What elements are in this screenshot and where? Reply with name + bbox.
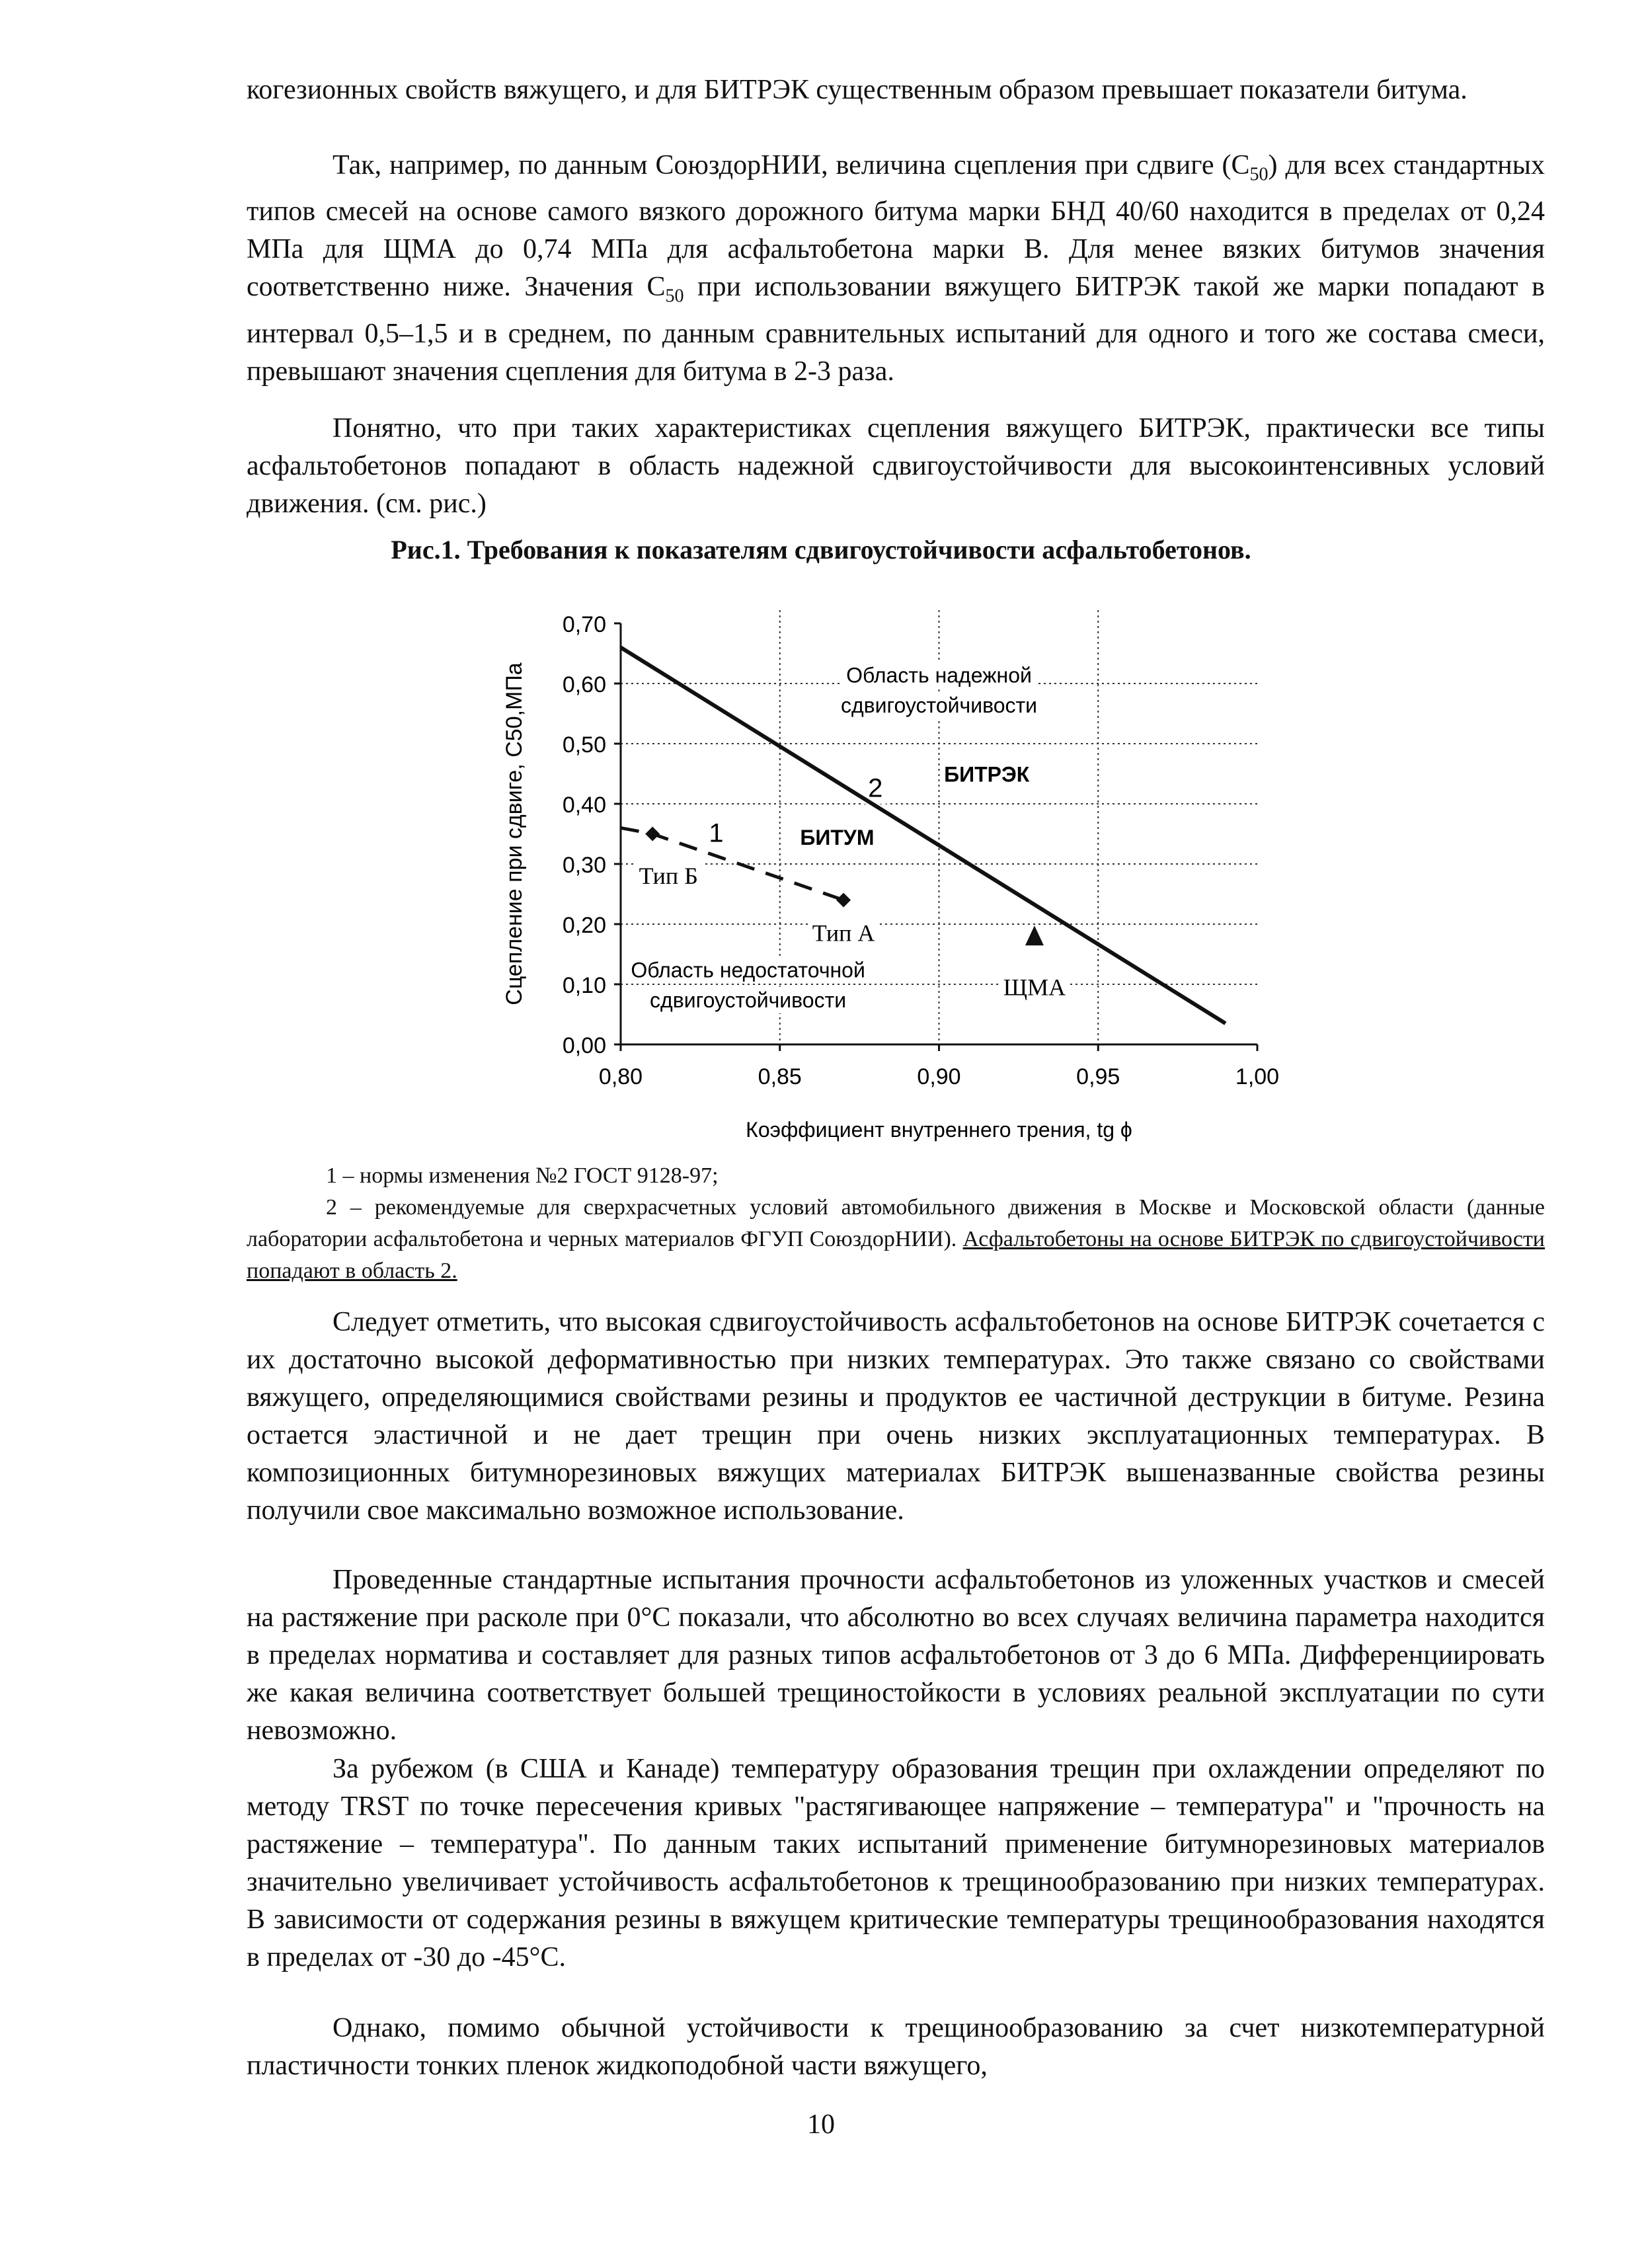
paragraph-3: Понятно, что при таких характеристиках сцепления вяжущего БИТРЭК, практически все типы асфальтобетонов попадают в область надежной сдвигоустойчивости для высокоинтенсивных условий движения. (см. рис.) bbox=[247, 413, 1545, 519]
chart-annotation: Тип А bbox=[812, 919, 875, 947]
note-1: 1 – нормы изменения №2 ГОСТ 9128-97; bbox=[326, 1163, 719, 1188]
chart-annotation: 2 bbox=[868, 773, 883, 803]
chart-annotation: Область недостаточной bbox=[631, 958, 865, 982]
triangle-marker-ЩМА bbox=[1025, 925, 1044, 945]
text: ) для всех стандартных типов смесей на основе самого вязкого дорожного битума марки БНД 40/60 находится в пределах от 0,24 МПа для ЩМА до 0,74 МПа для асфальтобетона марки В. Для менее вязких битумов значения соответственно ниже. Значения C bbox=[247, 150, 1545, 303]
subscript: 50 bbox=[1249, 164, 1269, 185]
y-tick-label: 0,50 bbox=[562, 732, 606, 758]
chart-annotation: БИТРЭК bbox=[944, 762, 1030, 787]
text: Так, например, по данным СоюздорНИИ, величина сцепления при сдвиге (C bbox=[332, 150, 1250, 180]
x-axis-label: Коэффициент внутреннего трения, tg ϕ bbox=[746, 1118, 1132, 1142]
figure-caption: Рис.1. Требования к показателям сдвигоустойчивости асфальтобетонов. bbox=[391, 535, 1251, 565]
page-number: 10 bbox=[807, 2109, 835, 2140]
y-tick-label: 0,40 bbox=[562, 793, 606, 818]
y-tick-label: 0,70 bbox=[562, 612, 606, 637]
y-tick-label: 0,20 bbox=[562, 913, 606, 938]
x-tick-label: 0,95 bbox=[1076, 1064, 1120, 1089]
paragraph-6: За рубежом (в США и Канаде) температуру образования трещин при охлаждении определяют по методу TRST по точке пересечения кривых "растягивающее напряжение – температура" и "прочность на растяжение – температура". По данным таких испытаний применение битумнорезиновых материалов значительно увеличивает устойчивость асфальтобетонов к трещинообразованию при низких температурах. В зависимости от содержания резины в вяжущем критические температуры трещинообразования находятся в пределах от -30 до -45°С. bbox=[247, 1754, 1545, 1973]
chart-annotation: сдвигоустойчивости bbox=[840, 693, 1038, 717]
chart-annotation: БИТУМ bbox=[800, 826, 875, 850]
paragraph-7: Однако, помимо обычной устойчивости к трещинообразованию за счет низкотемпературной пластичности тонких пленок жидкоподобной части вяжущего, bbox=[247, 2013, 1545, 2081]
figure-notes bbox=[247, 1160, 1545, 1287]
paragraph-5: Проведенные стандартные испытания прочности асфальтобетонов из уложенных участков и смесей на растяжение при расколе при 0°С показали, что абсолютно во всех случаях величина параметра находится в пределах норматива и составляет для разных типов асфальтобетонов от 3 до 6 МПа. Дифференциировать же какая величина соответствует большей трещиностойкости в условиях реальной эксплуатации по сути невозможно. bbox=[247, 1565, 1545, 1746]
note-2 bbox=[247, 1192, 1545, 1287]
subscript: 50 bbox=[665, 286, 684, 307]
underlined-text: Асфальтобетоны на основе БИТРЭК по сдвигоустойчивости попадают в область 2. bbox=[247, 1227, 1545, 1283]
x-tick-label: 1,00 bbox=[1235, 1064, 1280, 1089]
chart-annotation: 1 bbox=[709, 818, 724, 848]
paragraph-1: когезионных свойств вяжущего, и для БИТРЭК существенным образом превышает показатели битума. bbox=[247, 75, 1467, 105]
text: 2 – рекомендуемые для сверхрасчетных условий автомобильного движения в Москве и Московской области (данные лаборатории асфальтобетона и черных материалов ФГУП СоюздорНИИ). bbox=[247, 1195, 1545, 1251]
x-tick-label: 0,80 bbox=[598, 1064, 643, 1089]
y-tick-label: 0,10 bbox=[562, 973, 606, 998]
y-tick-label: 0,30 bbox=[562, 853, 606, 878]
text: при использовании вяжущего БИТРЭК такой же марки попадают в интервал 0,5–1,5 и в среднем, по данным сравнительных испытаний для одного и того же состава смеси, превышают значения сцепления для битума в 2-3 раза. bbox=[247, 272, 1545, 387]
chart-annotation: Область надежной bbox=[846, 663, 1032, 687]
chart-annotation: Тип Б bbox=[639, 863, 698, 890]
paragraph-4: Следует отметить, что высокая сдвигоустойчивость асфальтобетонов на основе БИТРЭК сочетается с их достаточно высокой деформативностью при низких температурах. Это также связано со свойствами вяжущего, определяющимися свойствами резины и продуктов ее частичной деструкции в битуме. Резина остается эластичной и не дает трещин при очень низких эксплуатационных температурах. В композиционных битумнорезиновых вяжущих материалах БИТРЭК вышеназванные свойства резины получили свое максимально возможное использование. bbox=[247, 1307, 1545, 1526]
x-tick-label: 0,90 bbox=[917, 1064, 961, 1089]
chart-annotation: сдвигоустойчивости bbox=[650, 988, 847, 1012]
chart-annotation: ЩМА bbox=[1003, 974, 1066, 1001]
diamond-marker bbox=[645, 827, 660, 841]
x-tick-label: 0,85 bbox=[758, 1064, 802, 1089]
y-axis-label: Сцепление при сдвиге, С50,МПа bbox=[502, 662, 527, 1005]
diamond-marker bbox=[836, 893, 851, 908]
y-tick-label: 0,00 bbox=[562, 1033, 606, 1058]
y-tick-label: 0,60 bbox=[562, 672, 606, 697]
